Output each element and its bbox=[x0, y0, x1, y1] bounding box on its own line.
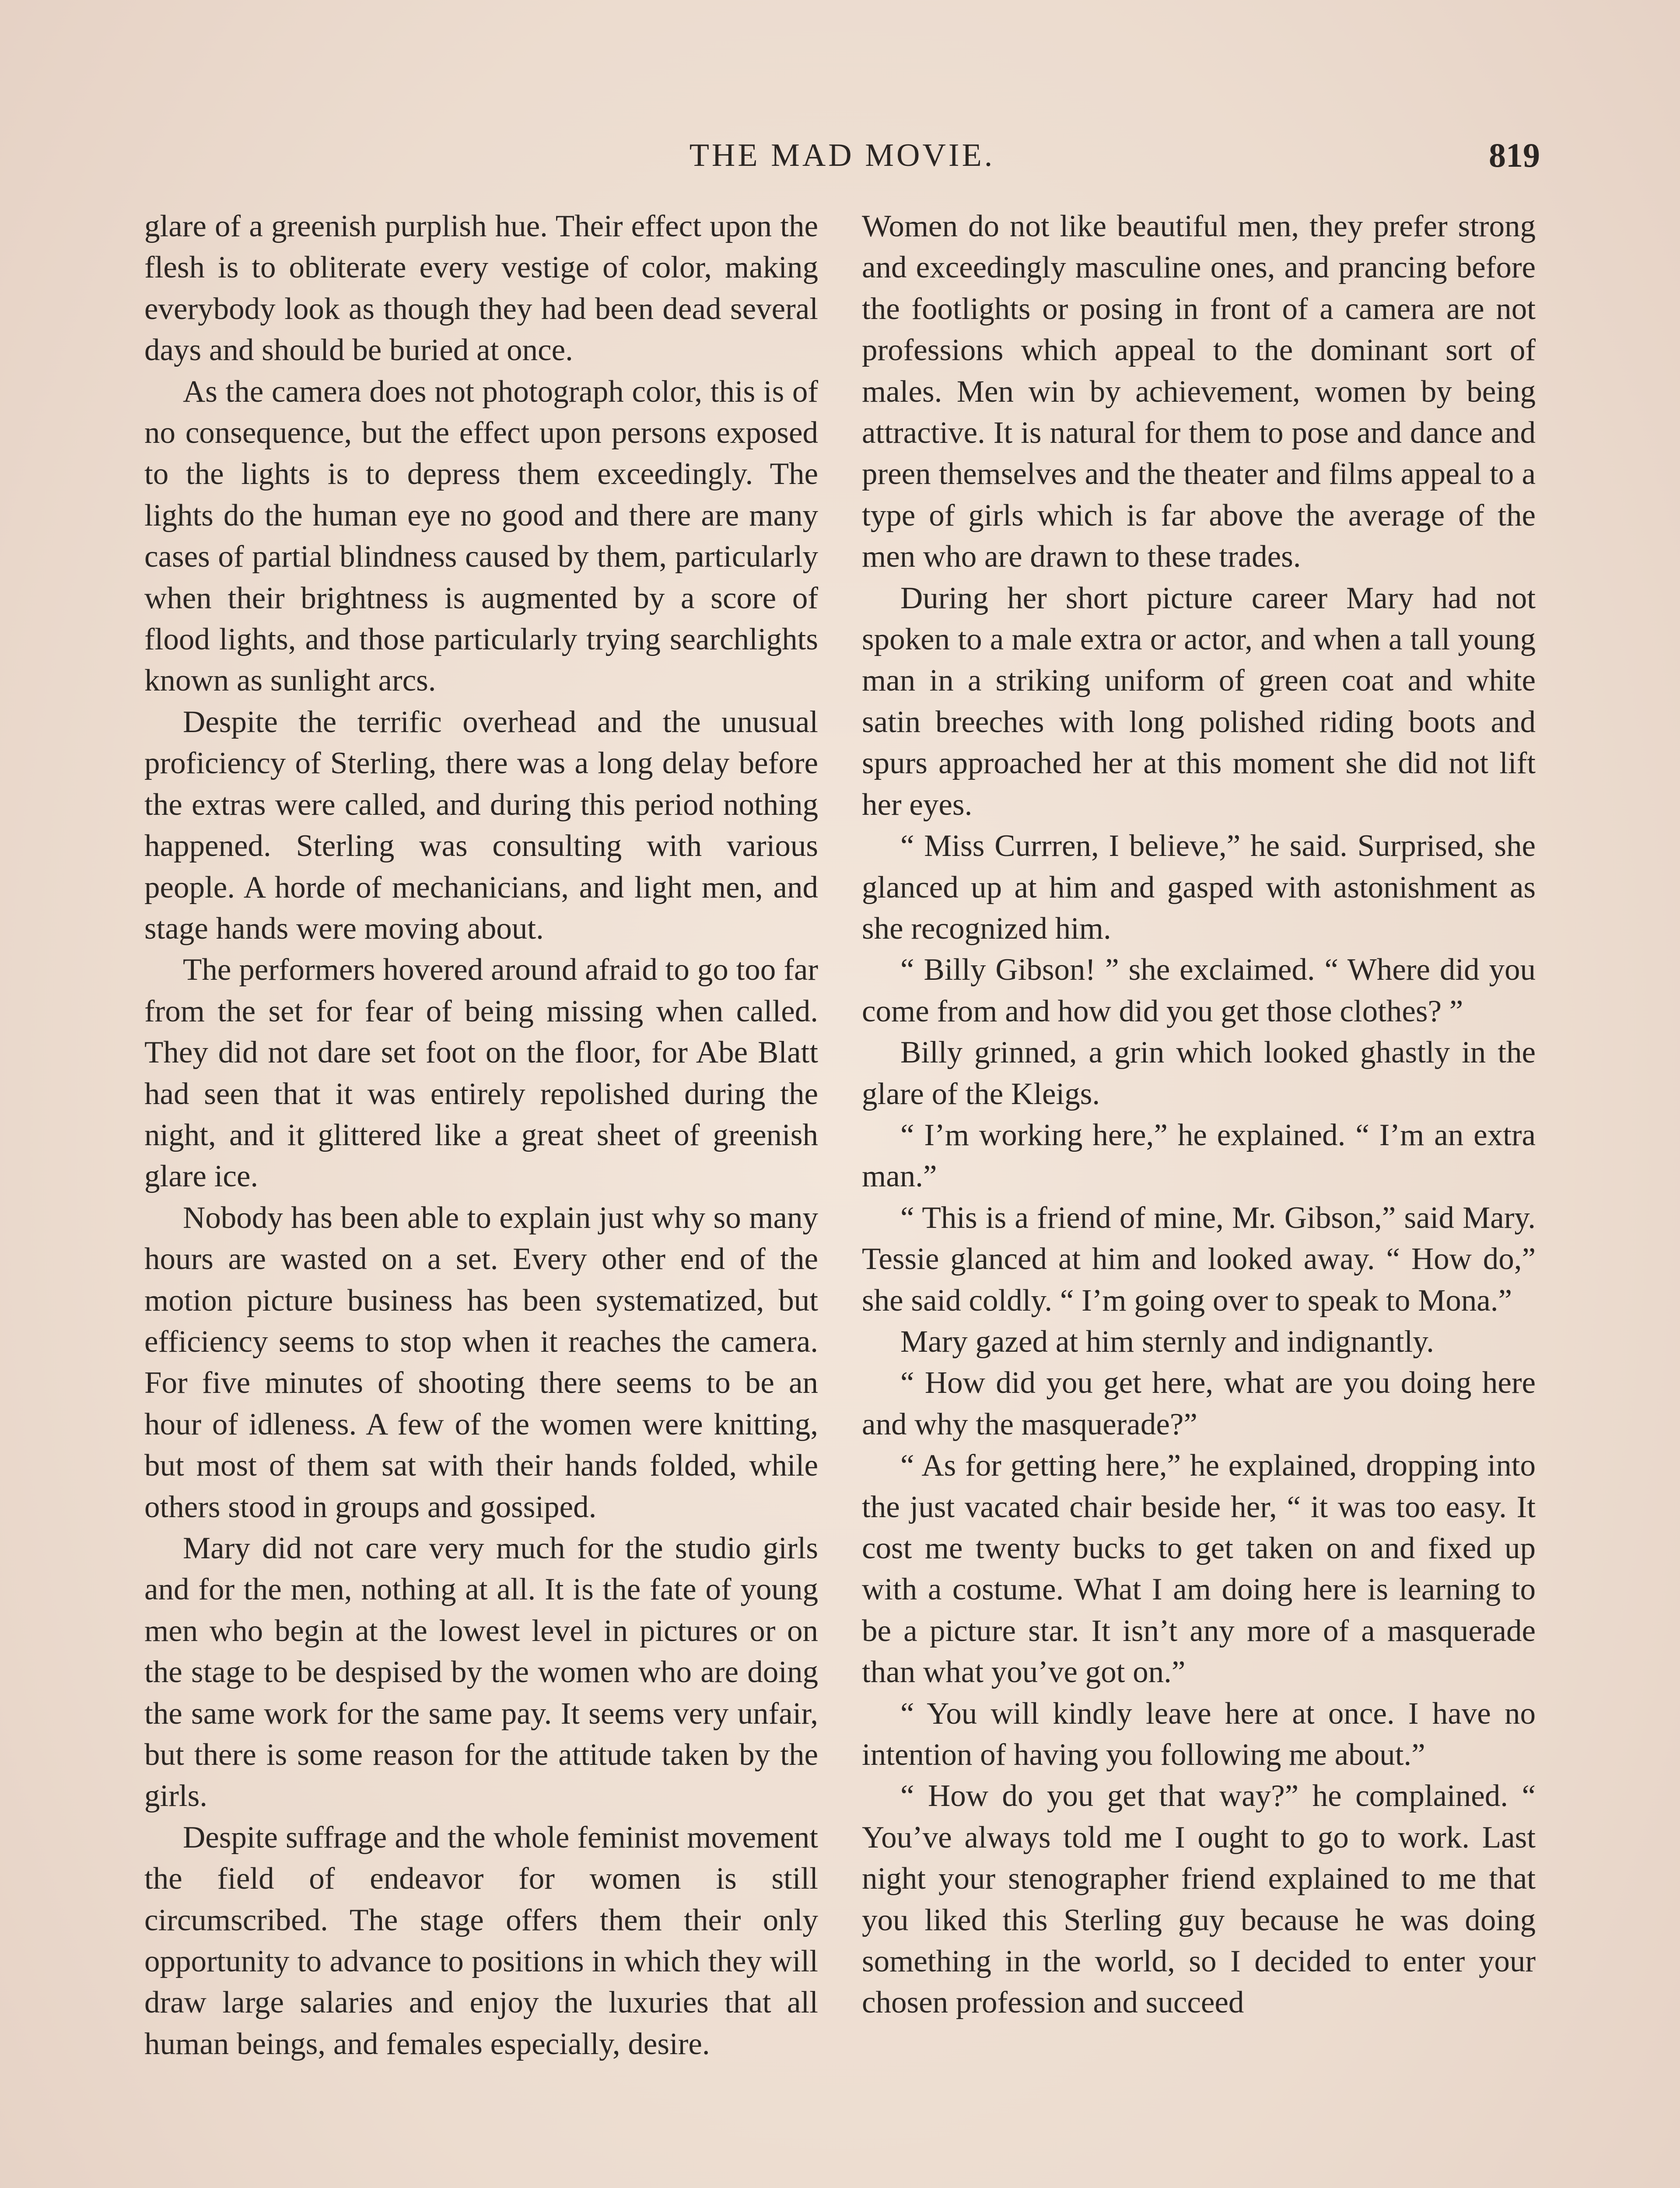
paragraph: “ I’m working here,” he explained. “ I’m an extra man.” bbox=[862, 1118, 1536, 1194]
paragraph: “ You will kindly leave here at once. I have no intention of having you following me about.” bbox=[862, 1696, 1536, 1772]
paragraph: “ As for getting here,” he explained, dropping into the just vacated chair beside her, “ it was too easy. It cost me twenty bucks to get taken on and fixed up with a costume. What I am doing here is learning to be a picture star. It isn’t any more of a masquerade than what you’ve got on.” bbox=[862, 1448, 1536, 1690]
right-column bbox=[862, 206, 1536, 2188]
paragraph: Despite the terrific overhead and the unusual proficiency of Sterling, there was a long delay before the extras were called, and during this period nothing happened. Sterling was consulting with various people. A horde of mechanicians, and light men, and stage hands were moving about. bbox=[144, 705, 818, 946]
page-number: 819 bbox=[1489, 136, 1540, 174]
paragraph: Women do not like beautiful men, they prefer strong and exceedingly masculine ones, and prancing before the footlights or posing in front of a camera are not professions which appeal to the dominant sort of males. Men win by achievement, women by being attractive. It is natural for them to pose and dance and preen themselves and the theater and films appeal to a type of girls which is far above the average of the men who are drawn to these trades. bbox=[862, 209, 1536, 574]
paragraph: “ Billy Gibson! ” she exclaimed. “ Where did you come from and how did you get those clothes? ” bbox=[862, 953, 1536, 1028]
paragraph: Mary did not care very much for the studio girls and for the men, nothing at all. It is the fate of young men who begin at the lowest level in pictures or on the stage to be despised by the women who are doing the same work for the same pay. It seems very unfair, but there is some reason for the attitude taken by the girls. bbox=[144, 1531, 818, 1813]
page-header bbox=[144, 131, 1540, 179]
left-column bbox=[144, 206, 818, 2188]
paragraph: glare of a greenish purplish hue. Their effect upon the flesh is to obliterate every vestige of color, making everybody look as though they had been dead several days and should be buried at once. bbox=[144, 209, 818, 368]
paragraph: “ How did you get here, what are you doing here and why the masquerade?” bbox=[862, 1366, 1536, 1441]
paragraph: Mary gazed at him sternly and indignantly. bbox=[900, 1324, 1434, 1359]
paragraph: The performers hovered around afraid to go too far from the set for fear of being missing when called. They did not dare set foot on the floor, for Abe Blatt had seen that it was entirely repolished during the night, and it glittered like a great sheet of greenish glare ice. bbox=[144, 953, 818, 1194]
paragraph: Billy grinned, a grin which looked ghastly in the glare of the Kleigs. bbox=[862, 1035, 1536, 1111]
paragraph: “ This is a friend of mine, Mr. Gibson,” said Mary. Tessie glanced at him and looked away. “ How do,” she said coldly. “ I’m going over to speak to Mona.” bbox=[862, 1200, 1536, 1318]
paragraph: During her short picture career Mary had not spoken to a male extra or actor, and when a tall young man in a striking uniform of green coat and white satin breeches with long polished riding boots and spurs approached her at this moment she did not lift her eyes. bbox=[862, 581, 1536, 822]
paragraph: As the camera does not photograph color, this is of no consequence, but the effect upon persons exposed to the lights is to depress them exceedingly. The lights do the human eye no good and there are many cases of partial blindness caused by them, particularly when their brightness is augmented by a score of flood lights, and those particularly trying searchlights known as sunlight arcs. bbox=[144, 374, 818, 698]
paragraph: Despite suffrage and the whole feminist movement the field of endeavor for women is still circumscribed. The stage offers them their only opportunity to advance to positions in which they will draw large salaries and enjoy the luxuries that all human beings, and females especially, desire. bbox=[144, 1820, 818, 2061]
paragraph: Nobody has been able to explain just why so many hours are wasted on a set. Every other end of the motion picture business has been systematized, but efficiency seems to stop when it reaches the camera. For five minutes of shooting there seems to be an hour of idleness. A few of the women were knitting, but most of them sat with their hands folded, while others stood in groups and gossiped. bbox=[144, 1200, 818, 1524]
paragraph: “ Miss Currren, I believe,” he said. Surprised, she glanced up at him and gasped with astonishment as she recognized him. bbox=[862, 829, 1536, 946]
running-title: THE MAD MOVIE. bbox=[689, 137, 995, 173]
paragraph: “ How do you get that way?” he complained. “ You’ve always told me I ought to go to work. Last night your stenographer friend explained to me that you liked this Sterling guy because he was doing something in the world, so I decided to enter your chosen profession and succeed bbox=[862, 1779, 1536, 2020]
